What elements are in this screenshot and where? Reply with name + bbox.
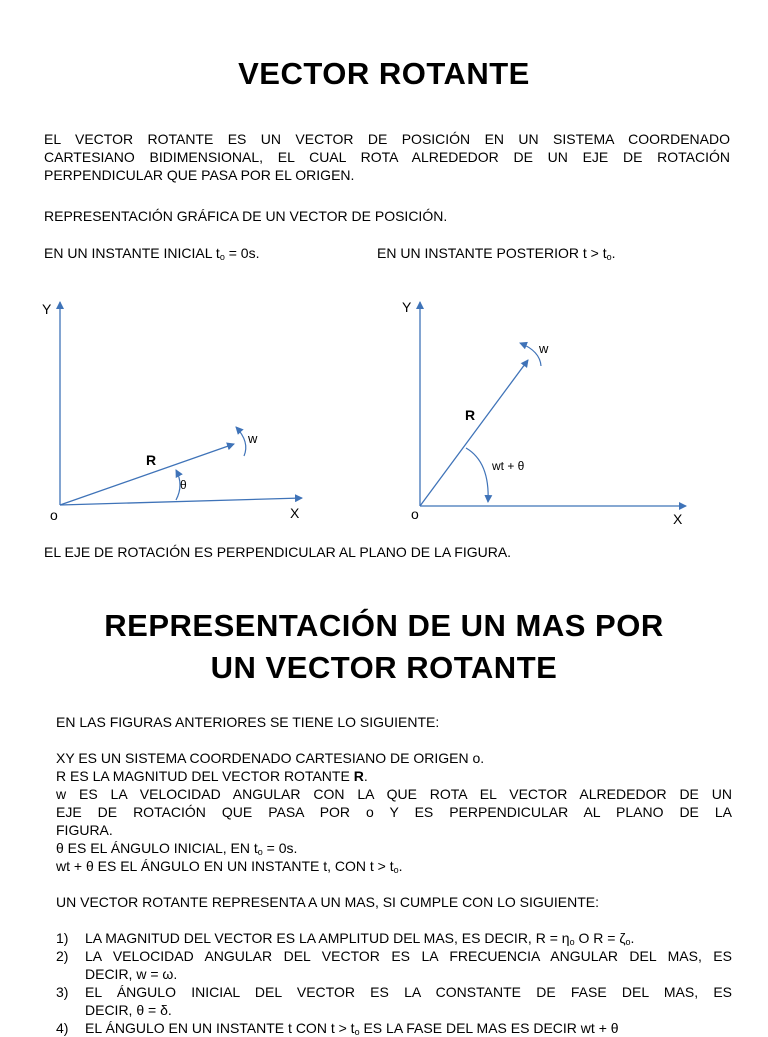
graphic-caption: REPRESENTACIÓN GRÁFICA DE UN VECTOR DE POSICIÓN. (44, 208, 448, 224)
right-angle-arc (466, 448, 488, 502)
left-w-arc (236, 427, 246, 456)
page-title: VECTOR ROTANTE (238, 56, 530, 91)
left-w-label: w (248, 431, 258, 446)
right-r-vector (420, 360, 528, 506)
axis-note: EL EJE DE ROTACIÓN ES PERPENDICULAR AL PLANO DE LA FIGURA. (44, 544, 512, 560)
condition-3: 3) EL ÁNGULO INICIAL DEL VECTOR ES LA CONSTANTE DE FASE DEL MAS, ES DECIR, θ = δ. (56, 984, 732, 1018)
condition-1: 1) LA MAGNITUD DEL VECTOR ES LA AMPLITUD DEL MAS, ES DECIR, $R = \eta_o$ O $R = \zeta_o$. (56, 930, 635, 947)
section-intro: EN LAS FIGURAS ANTERIORES SE TIENE LO SIGUIENTE: (56, 714, 440, 730)
def-theta: θ ES EL ÁNGULO INICIAL, EN $t_o = 0s$. (56, 840, 298, 857)
right-x-label: X (673, 511, 683, 527)
definitions (56, 713, 732, 1037)
left-r-label: R (146, 452, 157, 468)
intro-line-2: CARTESIANO BIDIMENSIONAL, EL CUAL ROTA ALREDEDOR DE UN EJE DE ROTACIÓN (44, 149, 730, 165)
def-w-line-2: EJE DE ROTACIÓN QUE PASA POR o Y ES PERPENDICULAR AL PLANO DE LA (56, 804, 732, 820)
conditions-intro: UN VECTOR ROTANTE REPRESENTA A UN MAS, SI CUMPLE CON LO SIGUIENTE: (56, 894, 599, 910)
left-theta-label: θ (180, 478, 187, 492)
intro-line-3: PERPENDICULAR QUE PASA POR EL ORIGEN. (44, 167, 355, 183)
left-x-axis (60, 498, 302, 505)
section-title-line-2: UN VECTOR ROTANTE (210, 650, 558, 685)
right-w-label: w (539, 341, 549, 356)
left-figure-caption: EN UN INSTANTE INICIAL $t_o = 0s$. (44, 245, 260, 262)
intro-paragraph (44, 130, 730, 184)
right-figure (402, 299, 686, 527)
def-r: R ES LA MAGNITUD DEL VECTOR ROTANTE R. (56, 768, 368, 784)
condition-4: 4) EL ÁNGULO EN UN INSTANTE t CON $t > t_o$ ES LA FASE DEL MAS ES DECIR wt + θ (56, 1020, 619, 1037)
section-title-line-1: REPRESENTACIÓN DE UN MAS POR (104, 608, 664, 643)
right-w-arc (520, 343, 541, 366)
def-w-line-3: FIGURA. (56, 822, 113, 838)
right-figure-caption: EN UN INSTANTE POSTERIOR $t > t_o$. (377, 245, 616, 262)
right-r-label: R (465, 407, 476, 423)
left-origin-label: o (50, 507, 58, 523)
figures (0, 290, 768, 540)
def-wt: wt + θ ES EL ÁNGULO EN UN INSTANTE t, CON $t > t_o$. (56, 858, 403, 875)
intro-line-1: EL VECTOR ROTANTE ES UN VECTOR DE POSICIÓN EN UN SISTEMA COORDENADO (44, 131, 730, 147)
left-x-label: X (290, 505, 300, 521)
right-origin-label: o (411, 506, 419, 522)
right-y-label: Y (402, 299, 412, 315)
left-figure (42, 301, 302, 523)
def-w-line-1: w ES LA VELOCIDAD ANGULAR CON LA QUE ROTA EL VECTOR ALREDEDOR DE UN (56, 786, 732, 802)
left-y-label: Y (42, 301, 52, 317)
def-xy: XY ES UN SISTEMA COORDENADO CARTESIANO DE ORIGEN o. (56, 750, 485, 766)
condition-2: 2) LA VELOCIDAD ANGULAR DEL VECTOR ES LA FRECUENCIA ANGULAR DEL MAS, ES DECIR, w = ω. (56, 948, 732, 982)
right-angle-label: wt + θ (492, 459, 525, 473)
